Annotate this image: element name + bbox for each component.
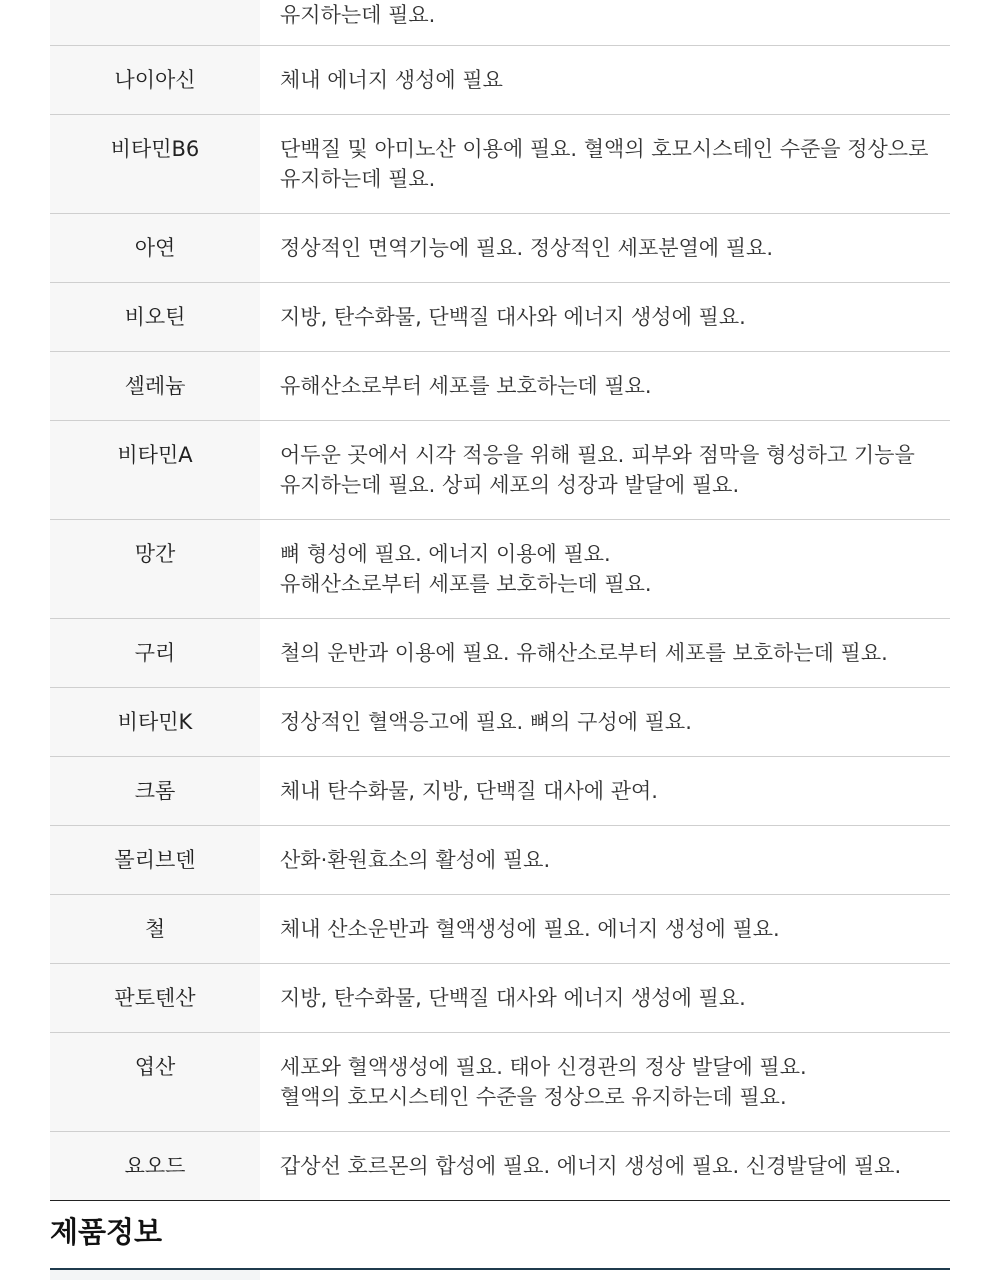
nutrient-description: 지방, 탄수화물, 단백질 대사와 에너지 생성에 필요.: [280, 305, 746, 329]
nutrient-function-table: [50, 0, 950, 1201]
nutrient-name: 비타민B6: [50, 115, 260, 213]
nutrient-name: 크롬: [50, 757, 260, 825]
nutrient-name: 셀레늄: [50, 352, 260, 420]
table-row: [50, 115, 950, 214]
product-info-heading: 제품정보: [50, 1215, 163, 1249]
table-row: [50, 757, 950, 826]
nutrient-description: 유지하는데 필요.: [280, 3, 436, 27]
nutrient-name: 아연: [50, 214, 260, 282]
nutrient-name: 비타민K: [50, 688, 260, 756]
nutrient-name: 엽산: [50, 1033, 260, 1131]
nutrient-name: 철: [50, 895, 260, 963]
table-row: [50, 826, 950, 895]
nutrient-name: 판토텐산: [50, 964, 260, 1032]
table-row: [50, 619, 950, 688]
table-row: [50, 1132, 950, 1201]
nutrient-description: 정상적인 혈액응고에 필요. 뼈의 구성에 필요.: [280, 710, 692, 734]
nutrient-description: 체내 산소운반과 혈액생성에 필요. 에너지 생성에 필요.: [280, 917, 780, 941]
nutrient-description: 지방, 탄수화물, 단백질 대사와 에너지 생성에 필요.: [280, 986, 746, 1010]
nutrient-description: 정상적인 면역기능에 필요. 정상적인 세포분열에 필요.: [280, 236, 774, 260]
nutrient-name: 몰리브덴: [50, 826, 260, 894]
table-row: [50, 0, 950, 46]
table-row: [50, 214, 950, 283]
table-row: [50, 283, 950, 352]
nutrient-description: 산화·환원효소의 활성에 필요.: [280, 848, 551, 872]
nutrient-description: 뼈 형성에 필요. 에너지 이용에 필요. 유해산소로부터 세포를 보호하는데 필요.: [280, 542, 652, 596]
nutrient-name: 비오틴: [50, 283, 260, 351]
table-row: [50, 520, 950, 619]
table-row: [50, 895, 950, 964]
table-row: [50, 46, 950, 115]
nutrient-description: 어두운 곳에서 시각 적응을 위해 필요. 피부와 점막을 형성하고 기능을 유지하는데 필요. 상피 세포의 성장과 발달에 필요.: [280, 443, 915, 497]
table-row: [50, 688, 950, 757]
table-row: [50, 352, 950, 421]
nutrient-name: 망간: [50, 520, 260, 618]
nutrient-name: 나이아신: [50, 46, 260, 114]
nutrient-name: [50, 0, 260, 45]
nutrient-description: 단백질 및 아미노산 이용에 필요. 혈액의 호모시스테인 수준을 정상으로 유지하는데 필요.: [280, 137, 929, 191]
nutrient-description: 유해산소로부터 세포를 보호하는데 필요.: [280, 374, 652, 398]
nutrient-description: 체내 탄수화물, 지방, 단백질 대사에 관여.: [280, 779, 658, 803]
table-row: [50, 1033, 950, 1132]
product-info-table-header-cell: [50, 1270, 260, 1280]
nutrient-name: 요오드: [50, 1132, 260, 1200]
nutrient-description: 철의 운반과 이용에 필요. 유해산소로부터 세포를 보호하는데 필요.: [280, 641, 888, 665]
nutrient-name: 구리: [50, 619, 260, 687]
nutrient-description: 체내 에너지 생성에 필요: [280, 68, 503, 92]
nutrient-description: 갑상선 호르몬의 합성에 필요. 에너지 생성에 필요. 신경발달에 필요.: [280, 1154, 902, 1178]
nutrient-description: 세포와 혈액생성에 필요. 태아 신경관의 정상 발달에 필요. 혈액의 호모시스테인 수준을 정상으로 유지하는데 필요.: [280, 1055, 807, 1109]
table-row: [50, 421, 950, 520]
nutrient-name: 비타민A: [50, 421, 260, 519]
table-row: [50, 964, 950, 1033]
